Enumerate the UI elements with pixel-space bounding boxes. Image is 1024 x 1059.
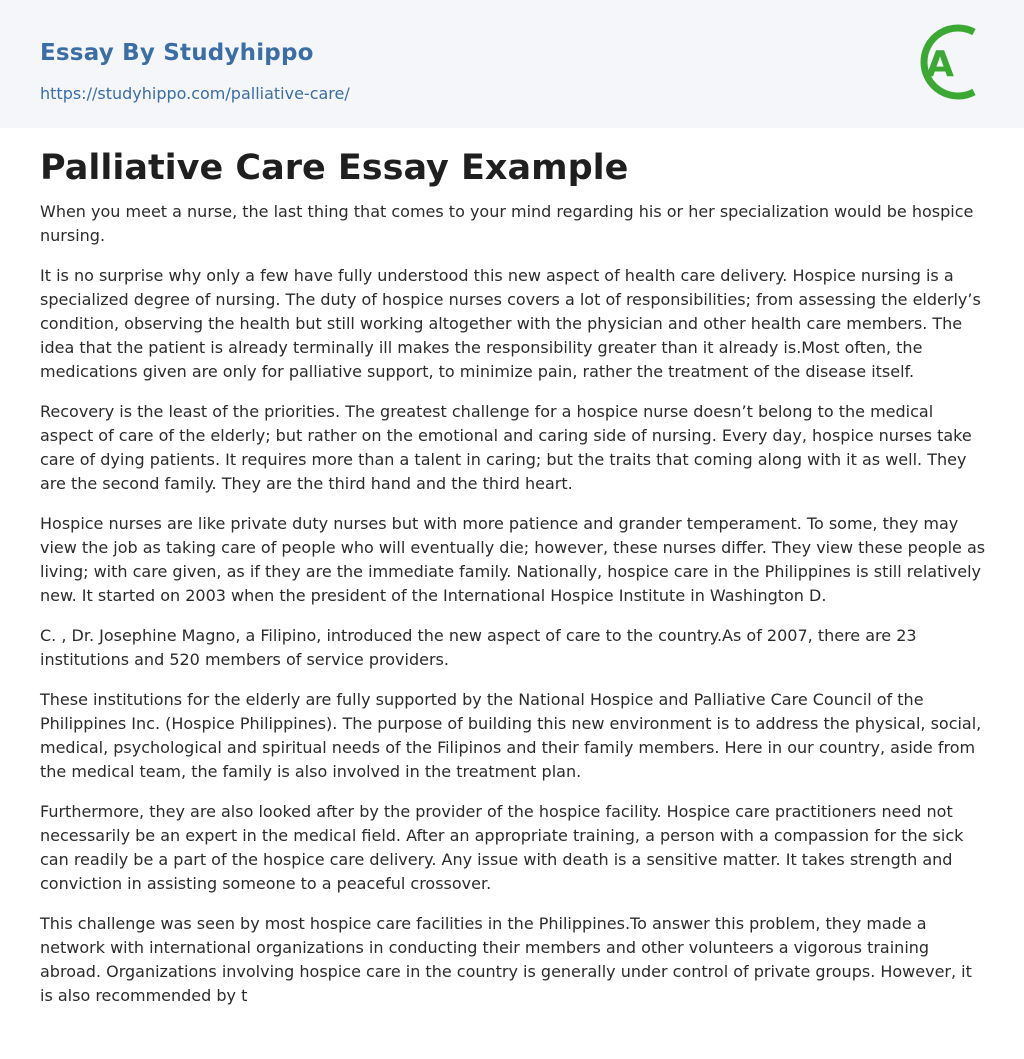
paragraph: When you meet a nurse, the last thing that comes to your mind regarding his or her specialization would be hospice nursing.	[40, 202, 974, 245]
paragraph: Recovery is the least of the priorities. The greatest challenge for a hospice nurse doesn’t belong to the medical aspect of care of the elderly; but rather on the emotional and caring side of nursing. Every day, hospice nurses take care of dying patients. It requires more than a talent in caring; but the traits that coming along with it as well. They are the second family. They are the third hand and the third heart.	[40, 402, 972, 493]
site-header	[0, 0, 1024, 128]
article	[40, 146, 988, 1024]
page-url-link[interactable]: https://studyhippo.com/palliative-care/	[40, 84, 350, 103]
logo-letter: A	[926, 44, 954, 85]
studyhippo-logo-icon[interactable]	[912, 18, 988, 106]
paragraph: This challenge was seen by most hospice care facilities in the Philippines.To answer this problem, they made a network with international organizations in conducting their members and other volunteers a vigorous training abroad. Organizations involving hospice care in the country is generally under control of private groups. However, it is also recommended by t	[40, 914, 972, 1005]
site-brand[interactable]: Essay By Studyhippo	[40, 40, 314, 66]
page-title: Palliative Care Essay Example	[40, 148, 629, 188]
paragraph: Hospice nurses are like private duty nurses but with more patience and grander temperament. To some, they may view the job as taking care of people who will eventually die; however, these nurses differ. They view these people as living; with care given, as if they are the immediate family. Nationally, hospice care in the Philippines is still relatively new. It started on 2003 when the president of the International Hospice Institute in Washington D.	[40, 514, 986, 605]
paragraph: C. , Dr. Josephine Magno, a Filipino, introduced the new aspect of care to the country.As of 2007, there are 23 institutions and 520 members of service providers.	[40, 626, 917, 669]
paragraph: It is no surprise why only a few have fully understood this new aspect of health care delivery. Hospice nursing is a specialized degree of nursing. The duty of hospice nurses covers a lot of responsibilities; from assessing the elderly’s condition, observing the health but still working altogether with the physician and other health care members. The idea that the patient is already terminally ill makes the responsibility greater than it already is.Most often, the medications given are only for palliative support, to minimize pain, rather the treatment of the disease itself.	[40, 266, 981, 381]
paragraph: Furthermore, they are also looked after by the provider of the hospice facility. Hospice care practitioners need not necessarily be an expert in the medical field. After an appropriate training, a person with a compassion for the sick can readily be a part of the hospice care delivery. Any issue with death is a sensitive matter. It takes strength and conviction in assisting someone to a peaceful crossover.	[40, 802, 964, 893]
paragraph: These institutions for the elderly are fully supported by the National Hospice and Palliative Care Council of the Philippines Inc. (Hospice Philippines). The purpose of building this new environment is to address the physical, social, medical, psychological and spiritual needs of the Filipinos and their family members. Here in our country, aside from the medical team, the family is also involved in the treatment plan.	[40, 690, 982, 781]
